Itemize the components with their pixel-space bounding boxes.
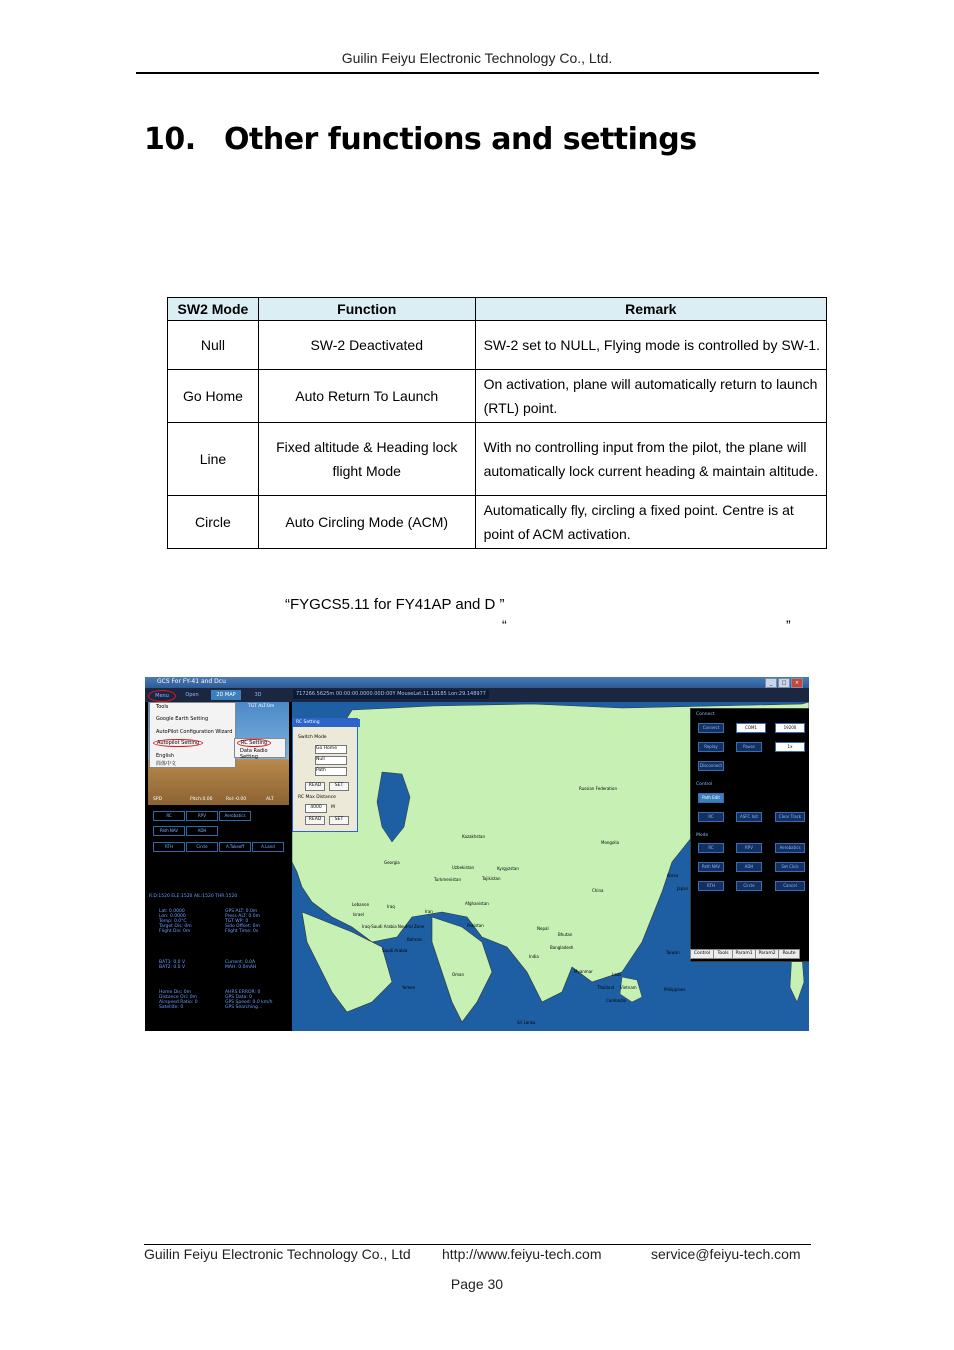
switch-mode-select-2[interactable]: Null — [315, 756, 347, 765]
map-label: Yemen — [402, 985, 416, 990]
map-label: Thailand — [597, 985, 615, 990]
minimize-icon[interactable]: _ — [765, 678, 777, 688]
table-row — [168, 370, 827, 423]
battery-line: MAH: 0.0mAH — [225, 965, 257, 970]
map-label: Lebanon — [352, 902, 370, 907]
table-row — [168, 321, 827, 370]
map-label: Georgia — [384, 860, 400, 865]
read-button[interactable]: READ — [305, 816, 325, 825]
status-line: Home Dis: 0m — [159, 990, 191, 995]
window-title: GCS For FY-41 and Dcu — [157, 678, 226, 685]
map-label: Iran — [425, 909, 433, 914]
mode-path-button[interactable]: Path NAV — [698, 862, 724, 872]
cell-function: Auto Circling Mode (ACM) — [258, 496, 475, 549]
map-label: Oman — [452, 972, 465, 977]
mode-group-label: Mode — [696, 833, 709, 838]
telemetry-line: Lon: 0.0000 — [159, 914, 186, 919]
channel-readout: R.D:1520 ELE:1520 AIL:1520 THR:1520 — [149, 894, 238, 899]
battery-a — [159, 960, 185, 970]
mode-adh-button[interactable]: ADH — [736, 862, 762, 872]
map-label: Bahrain — [407, 937, 423, 942]
mode-cancel-button[interactable]: Cancel — [775, 881, 805, 891]
telemetry-line: Temp: 0.0°C — [159, 919, 187, 924]
clear-track-button[interactable]: Clear Track — [775, 812, 805, 822]
map-label: Philippines — [664, 987, 686, 992]
status-line: AHRS ERROR: 0 — [225, 990, 261, 995]
status-line: GPS Data: 0 — [225, 995, 253, 1000]
map-label: Turkmenistan — [434, 877, 461, 882]
map-label: Bangladesh — [550, 945, 574, 950]
control-group-label: Control — [696, 782, 713, 787]
tab-param2[interactable]: Param2 — [755, 949, 779, 959]
col-header-mode: SW2 Mode — [168, 298, 259, 321]
aerobatics-button[interactable]: Aerobatics — [219, 811, 251, 821]
col-header-remark: Remark — [475, 298, 826, 321]
spd-label: SPD — [153, 797, 163, 802]
telemetry-a — [159, 909, 192, 934]
map-label: Kyrgyzstan — [497, 866, 519, 871]
circle-button[interactable]: Circle — [186, 842, 218, 852]
software-note: “FYGCS5.11 for FY41AP and D ” — [285, 596, 505, 613]
cell-remark: With no controlling input from the pilot, the plane will automatically lock current heading & maintain altitude. — [475, 423, 826, 496]
mode-set-click-button[interactable]: Set Click — [775, 862, 805, 872]
asfc-init-button[interactable]: ASFC Init — [736, 812, 762, 822]
main-menu-dropdown — [149, 702, 236, 768]
telemetry-line: Flight Dis: 0m — [159, 929, 191, 934]
takeoff-button[interactable]: A.Takeoff — [219, 842, 251, 852]
footer-url[interactable]: http://www.feiyu-tech.com — [442, 1246, 602, 1262]
menu-item-english[interactable]: English — [156, 753, 175, 759]
rc-setting-dialog — [292, 718, 358, 832]
distance-unit: M — [331, 805, 335, 810]
distance-input[interactable]: 4000 — [305, 804, 327, 813]
cell-function: Auto Return To Launch — [258, 370, 475, 423]
header-rule — [136, 72, 819, 74]
telemetry-line: Press ALT: 0.0m — [225, 914, 260, 919]
battery-line: Current: 0.0A — [225, 960, 256, 965]
mode-rc-button[interactable]: RC — [698, 843, 724, 853]
map-label: Japan — [677, 886, 689, 891]
mode-rpv-button[interactable]: RPV — [736, 843, 762, 853]
map-label: Russian Federation — [579, 786, 617, 791]
map-label: Uzbekistan — [452, 865, 475, 870]
cell-remark: On activation, plane will automatically return to launch (RTL) point. — [475, 370, 826, 423]
rc-max-distance-label: RC Max Distance — [298, 795, 336, 800]
adh-button[interactable]: ADH — [186, 826, 218, 836]
cell-mode: Circle — [168, 496, 259, 549]
telemetry-line: Sido Offset: 0m — [225, 924, 260, 929]
map-label: Iraq — [387, 904, 395, 909]
cell-function: Fixed altitude & Heading lock flight Mode — [258, 423, 475, 496]
rpv-button[interactable]: RPV — [186, 811, 218, 821]
mode-aerobatics-button[interactable]: Aerobatics — [775, 843, 805, 853]
map-label: Saudi Arabia — [382, 948, 408, 953]
cell-mode: Null — [168, 321, 259, 370]
maximize-icon[interactable]: □ — [778, 678, 790, 688]
status-line: GPS Speed: 0.0 km/h — [225, 1000, 273, 1005]
disconnect-button[interactable]: Disconnect — [698, 761, 724, 771]
map-label: Laos — [612, 972, 622, 977]
telemetry-line: GPS ALT: 0.0m — [225, 909, 258, 914]
view3d-button[interactable]: 3D — [254, 692, 262, 698]
status-line: GPS Searching... — [225, 1005, 263, 1010]
map-label: China — [592, 888, 604, 893]
battery-b — [225, 960, 256, 970]
menu-item-tools[interactable]: Tools — [156, 704, 169, 710]
alt-label: ALT — [266, 797, 274, 802]
mode-rth-button[interactable]: RTH — [698, 881, 724, 891]
page-header: Guilin Feiyu Electronic Technology Co., Ltd. — [341, 50, 613, 66]
section-heading — [144, 122, 697, 157]
replay-button[interactable]: Replay — [698, 742, 724, 752]
map-label: Vietnam — [620, 985, 637, 990]
map-label: Taiwan — [666, 950, 680, 955]
telemetry-line: Target Dis: 0m — [159, 924, 192, 929]
switch-mode-label: Switch Mode — [298, 735, 327, 740]
dialog-title: RC Setting — [293, 719, 360, 727]
autopilot-submenu — [234, 738, 286, 758]
tab-route[interactable]: Route — [778, 949, 800, 959]
switch-mode-select-3[interactable]: Path — [315, 767, 347, 776]
table-row — [168, 496, 827, 549]
open-button[interactable]: Open — [185, 692, 199, 698]
telemetry-b — [225, 909, 260, 934]
submenu-data-radio[interactable]: Data Radio Setting — [240, 748, 268, 760]
menu-item-wizard[interactable]: AutoPilot Configuration Wizard — [156, 729, 233, 735]
right-control-panel — [690, 708, 809, 962]
map-label: Kazakhstan — [462, 834, 486, 839]
map-label: Tajikistan — [482, 876, 501, 881]
read-button[interactable]: READ — [305, 782, 325, 791]
cell-mode: Go Home — [168, 370, 259, 423]
connect-button[interactable]: Connect — [698, 723, 724, 733]
roll-readout: Rol:-0.00 — [226, 797, 247, 802]
map-label: Afghanistan — [465, 901, 489, 906]
set-button[interactable]: SET — [329, 816, 349, 825]
map-label: Nepal — [537, 926, 549, 931]
land-button[interactable]: A.Land — [252, 842, 284, 852]
map-label: Mongolia — [601, 840, 620, 845]
section-number: 10. — [144, 122, 196, 157]
switch-mode-select-1[interactable]: Go Home — [315, 745, 347, 754]
menu-item-google-earth[interactable]: Google Earth Setting — [156, 716, 209, 722]
status-readout: 717266.5625m 00:00:00.0000.00D:00Y MouseLat:11.19185 Lon:29.148977 — [293, 690, 489, 699]
open-quote: “ — [502, 617, 507, 633]
close-icon[interactable]: × — [791, 678, 803, 688]
telemetry-line: TGT WP: 0 — [225, 919, 249, 924]
map-label: Pakistan — [467, 923, 484, 928]
close-quote: ” — [786, 617, 791, 633]
set-button[interactable]: SET — [329, 782, 349, 791]
path-edit-button[interactable]: Path Edit — [698, 793, 724, 803]
connect-group-label: Connect — [696, 712, 715, 717]
table-header-row — [168, 298, 827, 321]
rth-button[interactable]: RTH — [153, 842, 185, 852]
pitch-readout: Pitch:0.00 — [190, 797, 213, 802]
telemetry-line: Lat: 0.0000 — [159, 909, 185, 914]
map-label: Cambodia — [606, 998, 627, 1003]
tgt-alt-readout: TGT ALT:0m — [248, 704, 275, 709]
footer-company: Guilin Feiyu Electronic Technology Co., Ltd — [144, 1246, 411, 1262]
baud-select[interactable]: 19200 — [775, 723, 805, 733]
tab-control[interactable]: Control — [690, 949, 714, 959]
cell-mode: Line — [168, 423, 259, 496]
mode-circle-button[interactable]: Circle — [736, 881, 762, 891]
status-a — [159, 990, 198, 1010]
status-line: Airspeed Ratio: 0 — [159, 1000, 198, 1005]
map-label: Israel — [353, 912, 364, 917]
battery-line: BAT1: 0.0 V — [159, 960, 186, 965]
map2d-button[interactable]: 2D MAP — [211, 690, 241, 700]
status-b — [225, 990, 273, 1010]
map-label: Bhutan — [558, 932, 573, 937]
tab-param1[interactable]: Param1 — [732, 949, 756, 959]
rc-button[interactable]: RC — [153, 811, 185, 821]
menu-button[interactable]: Menu — [148, 690, 176, 702]
footer-rule — [144, 1244, 811, 1245]
battery-line: BAT2: 0.0 V — [159, 965, 186, 970]
telemetry-line: Flight Time: 0s — [225, 929, 259, 934]
map-label: Sri Lanka — [517, 1020, 536, 1025]
map-label: Iraq-Saudi Arabia Neutral Zone — [362, 924, 425, 929]
map-label: Korea — [667, 873, 679, 878]
cell-function: SW-2 Deactivated — [258, 321, 475, 370]
pause-button[interactable]: Pause — [736, 742, 762, 752]
table-row — [168, 423, 827, 496]
menu-item-autopilot-setting[interactable]: Autopilot Setting — [153, 739, 203, 747]
status-line: Distance Ori: 0m — [159, 995, 197, 1000]
map-label: Myanmar — [574, 969, 593, 974]
tab-tools[interactable]: Tools — [713, 949, 733, 959]
section-title: Other functions and settings — [224, 122, 697, 157]
menu-item-chinese[interactable]: 简体中文 — [156, 761, 177, 767]
window-titlebar — [145, 677, 809, 688]
footer-email[interactable]: service@feiyu-tech.com — [651, 1246, 801, 1262]
sw2-mode-table — [167, 297, 827, 549]
col-header-function: Function — [258, 298, 475, 321]
status-line: Satellite: 0 — [159, 1005, 184, 1010]
map-label: India — [529, 954, 539, 959]
port-select[interactable]: COM1 — [736, 723, 766, 733]
control-rc-button[interactable]: RC — [698, 812, 724, 822]
speed-select[interactable]: 1x — [775, 742, 805, 752]
page-number: Page 30 — [450, 1276, 504, 1292]
cell-remark: Automatically fly, circling a fixed point. Centre is at point of ACM activation. — [475, 496, 826, 549]
submenu-rc-setting[interactable]: RC Setting — [237, 739, 271, 747]
gcs-screenshot — [145, 677, 809, 1031]
path-nav-button[interactable]: Path NAV — [153, 826, 185, 836]
cell-remark: SW-2 set to NULL, Flying mode is controlled by SW-1. — [475, 321, 826, 370]
